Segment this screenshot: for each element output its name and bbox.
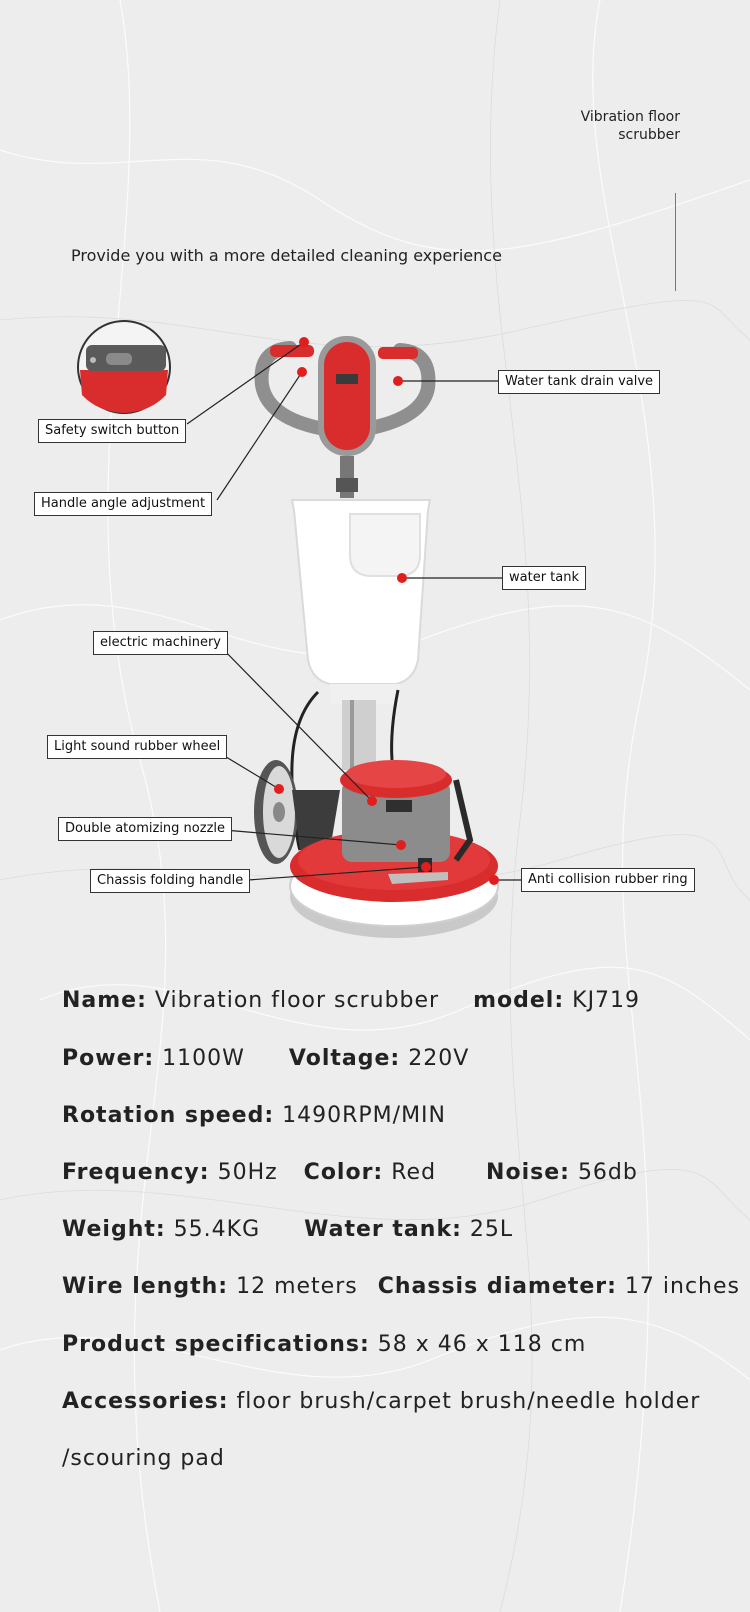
spec-row-frequency	[62, 1160, 638, 1185]
spec-weight-value: 55.4KG	[173, 1217, 261, 1242]
spec-color-value: Red	[391, 1160, 437, 1185]
spec-weight-label: Weight:	[62, 1217, 166, 1242]
spec-chassis-label: Chassis diameter:	[377, 1274, 617, 1299]
spec-frequency-value: 50Hz	[217, 1160, 278, 1185]
spec-tank-value: 25L	[469, 1217, 514, 1242]
spec-power-label: Power:	[62, 1046, 155, 1071]
spec-voltage-label: Voltage:	[288, 1046, 401, 1071]
callout-electric-machinery: electric machinery	[93, 631, 228, 655]
spec-accessories-value-2: /scouring pad	[62, 1446, 225, 1471]
callout-folding-handle: Chassis folding handle	[90, 869, 250, 893]
spec-tank-label: Water tank:	[304, 1217, 462, 1242]
callout-atomizing-nozzle: Double atomizing nozzle	[58, 817, 232, 841]
spec-row-power	[62, 1046, 469, 1071]
safety-switch-zoom-image	[78, 321, 170, 413]
spec-wire-value: 12 meters	[236, 1274, 358, 1299]
spec-voltage-value: 220V	[408, 1046, 470, 1071]
title-line-2: scrubber	[618, 127, 680, 143]
spec-row-specifications	[62, 1332, 586, 1357]
callout-rubber-ring: Anti collision rubber ring	[521, 868, 695, 892]
spec-row-name	[62, 988, 640, 1013]
spec-chassis-value: 17 inches	[624, 1274, 741, 1299]
spec-frequency-label: Frequency:	[62, 1160, 210, 1185]
spec-noise-value: 56db	[577, 1160, 638, 1185]
spec-noise-label: Noise:	[486, 1160, 570, 1185]
product-title	[581, 108, 680, 144]
title-line-1: Vibration floor	[580, 109, 680, 125]
callout-rubber-wheel: Light sound rubber wheel	[47, 735, 227, 759]
spec-dimensions-value: 58 x 46 x 118 cm	[377, 1332, 587, 1357]
spec-accessories-value: floor brush/carpet brush/needle holder	[236, 1389, 701, 1414]
spec-dimensions-label: Product specifications:	[62, 1332, 370, 1357]
callout-handle-angle: Handle angle adjustment	[34, 492, 212, 516]
spec-rotation-label: Rotation speed:	[62, 1103, 275, 1128]
callout-safety-switch: Safety switch button	[38, 419, 186, 443]
spec-model-label: model:	[473, 988, 565, 1013]
spec-name-label: Name:	[62, 988, 147, 1013]
callout-drain-valve: Water tank drain valve	[498, 370, 660, 394]
spec-row-weight	[62, 1217, 513, 1242]
spec-wire-label: Wire length:	[62, 1274, 229, 1299]
handle-assembly	[262, 336, 429, 498]
spec-model-value: KJ719	[572, 988, 641, 1013]
spec-name-value: Vibration floor scrubber	[154, 988, 440, 1013]
spec-row-wire	[62, 1274, 740, 1299]
spec-color-label: Color:	[303, 1160, 384, 1185]
water-tank-shape	[292, 500, 430, 704]
divider-line	[675, 193, 676, 291]
callout-water-tank: water tank	[502, 566, 586, 590]
spec-power-value: 1100W	[162, 1046, 245, 1071]
spec-row-accessories-continued	[62, 1446, 225, 1471]
spec-row-rotation	[62, 1103, 446, 1128]
spec-rotation-value: 1490RPM/MIN	[282, 1103, 447, 1128]
spec-row-accessories	[62, 1389, 700, 1414]
tagline: Provide you with a more detailed cleaning experience	[71, 246, 502, 265]
chassis-shape	[290, 760, 498, 938]
spec-accessories-label: Accessories:	[62, 1389, 229, 1414]
